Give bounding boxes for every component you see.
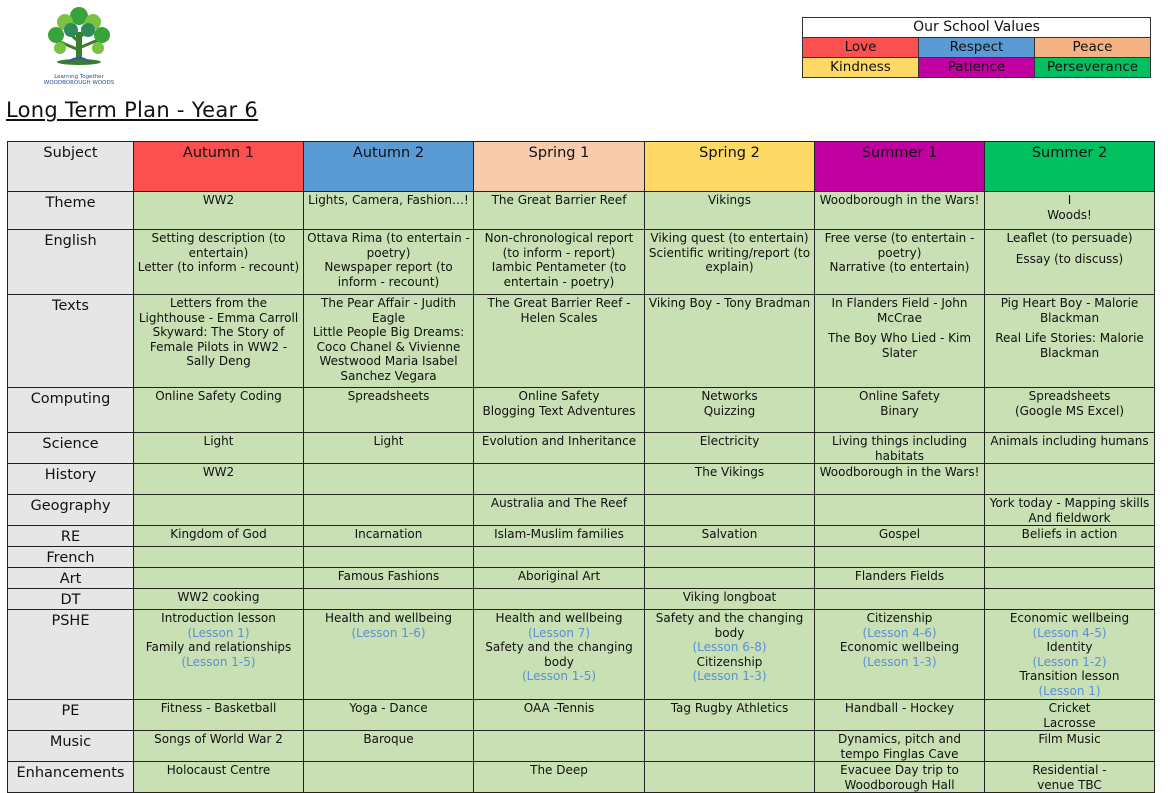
subject-label: PE bbox=[8, 700, 134, 731]
subject-row bbox=[8, 589, 1155, 610]
cell-line: Free verse (to entertain - poetry) bbox=[824, 231, 975, 260]
plan-cell bbox=[815, 433, 985, 464]
logo-school-name: WOODBOROUGH WOODS bbox=[43, 80, 115, 86]
cell-line: Blogging Text Adventures bbox=[482, 403, 636, 418]
cell-line: Evacuee Day trip to Woodborough Hall bbox=[840, 763, 959, 792]
subject-row bbox=[8, 295, 1155, 388]
plan-cell bbox=[304, 731, 474, 762]
plan-cell bbox=[134, 731, 304, 762]
long-term-plan-table bbox=[7, 141, 1155, 793]
plan-cell bbox=[474, 547, 645, 568]
lesson-range: (Lesson 1-6) bbox=[351, 625, 426, 640]
cell-line: Woods! bbox=[1047, 207, 1092, 222]
lesson-range: (Lesson 1) bbox=[187, 625, 250, 640]
subject-label: Theme bbox=[8, 192, 134, 230]
plan-cell bbox=[304, 700, 474, 731]
subject-row bbox=[8, 464, 1155, 495]
cell-line: (Google MS Excel) bbox=[1014, 403, 1125, 418]
cell-line: Letter (to inform - recount) bbox=[137, 260, 300, 274]
plan-cell bbox=[474, 230, 645, 295]
cell-line: The Vikings bbox=[694, 465, 765, 479]
cell-line: Narrative (to entertain) bbox=[829, 260, 970, 274]
cell-line: Woodborough in the Wars! bbox=[819, 193, 980, 207]
values-row-1 bbox=[803, 38, 1151, 58]
plan-cell bbox=[985, 526, 1155, 547]
cell-line: Skyward: The Story of Female Pilots in WW2 - Sally Deng bbox=[149, 325, 288, 368]
cell-line: Spreadsheets bbox=[1028, 389, 1111, 403]
plan-cell bbox=[474, 433, 645, 464]
subject-label: DT bbox=[8, 589, 134, 610]
lesson-range: (Lesson 1-5) bbox=[521, 669, 597, 683]
subject-row bbox=[8, 433, 1155, 464]
lesson-range: (Lesson 1-3) bbox=[692, 669, 767, 683]
plan-body bbox=[8, 192, 1155, 793]
plan-cell bbox=[645, 230, 815, 295]
plan-cell bbox=[134, 610, 304, 700]
subject-label: Computing bbox=[8, 388, 134, 433]
page-title: Long Term Plan - Year 6 bbox=[6, 98, 259, 122]
header-row bbox=[8, 142, 1155, 192]
header-autumn-1: Autumn 1 bbox=[134, 142, 304, 192]
subject-label: English bbox=[8, 230, 134, 295]
cell-line: Cricket bbox=[1048, 701, 1091, 715]
plan-cell bbox=[304, 388, 474, 433]
plan-cell bbox=[134, 192, 304, 230]
plan-cell bbox=[985, 192, 1155, 230]
plan-cell bbox=[985, 464, 1155, 495]
plan-cell bbox=[474, 700, 645, 731]
plan-cell bbox=[304, 547, 474, 568]
cell-line: Essay (to discuss) bbox=[1015, 251, 1124, 266]
cell-line: Evolution and Inheritance bbox=[481, 434, 637, 448]
plan-cell bbox=[645, 388, 815, 433]
plan-cell bbox=[815, 526, 985, 547]
header-subject: Subject bbox=[8, 142, 134, 192]
cell-line: Online Safety bbox=[518, 389, 600, 403]
header-summer-1: Summer 1 bbox=[815, 142, 985, 192]
lesson-range: (Lesson 6-8) bbox=[692, 640, 767, 654]
plan-cell bbox=[474, 495, 645, 526]
plan-cell bbox=[985, 295, 1155, 388]
plan-cell bbox=[985, 762, 1155, 793]
plan-cell bbox=[304, 526, 474, 547]
plan-cell bbox=[474, 192, 645, 230]
subject-label: Music bbox=[8, 731, 134, 762]
cell-line: Islam-Muslim families bbox=[494, 527, 624, 541]
cell-line: Identity bbox=[1046, 640, 1093, 654]
subject-row bbox=[8, 568, 1155, 589]
value-peace: Peace bbox=[1035, 38, 1151, 58]
subject-row bbox=[8, 230, 1155, 295]
cell-line: Famous Fashions bbox=[337, 569, 440, 583]
cell-line: Binary bbox=[880, 403, 919, 418]
header-spring-1: Spring 1 bbox=[474, 142, 645, 192]
cell-line: Little People Big Dreams: Coco Chanel & Vivienne Westwood Maria Isabel Sanchez Vegara bbox=[312, 325, 465, 383]
values-title: Our School Values bbox=[803, 18, 1151, 38]
cell-line: Quizzing bbox=[703, 403, 756, 418]
cell-line: Dynamics, pitch and tempo Finglas Cave bbox=[837, 732, 962, 761]
plan-cell bbox=[134, 568, 304, 589]
subject-row bbox=[8, 495, 1155, 526]
plan-cell bbox=[304, 295, 474, 388]
plan-cell bbox=[645, 568, 815, 589]
subject-row bbox=[8, 731, 1155, 762]
plan-cell bbox=[815, 388, 985, 433]
plan-cell bbox=[815, 610, 985, 700]
plan-cell bbox=[645, 700, 815, 731]
cell-line: Viking Boy - Tony Bradman bbox=[648, 296, 811, 310]
plan-cell bbox=[304, 610, 474, 700]
plan-cell bbox=[134, 495, 304, 526]
lesson-range: (Lesson 4-6) bbox=[862, 625, 937, 640]
plan-cell bbox=[985, 388, 1155, 433]
plan-cell bbox=[815, 495, 985, 526]
plan-cell bbox=[985, 589, 1155, 610]
cell-line: Aboriginal Art bbox=[517, 569, 601, 583]
cell-line: venue TBC bbox=[1037, 777, 1102, 792]
plan-cell bbox=[304, 589, 474, 610]
cell-line: Holocaust Centre bbox=[166, 763, 271, 777]
plan-cell bbox=[134, 589, 304, 610]
cell-line: Economic wellbeing bbox=[1009, 611, 1130, 625]
plan-cell bbox=[985, 230, 1155, 295]
plan-cell bbox=[645, 589, 815, 610]
plan-cell bbox=[474, 464, 645, 495]
plan-cell bbox=[645, 464, 815, 495]
value-patience: Patience bbox=[919, 58, 1035, 78]
cell-line: Health and wellbeing bbox=[495, 611, 623, 625]
header-autumn-2: Autumn 2 bbox=[304, 142, 474, 192]
plan-cell bbox=[134, 230, 304, 295]
plan-cell bbox=[985, 610, 1155, 700]
cell-line: Real Life Stories: Malorie Blackman bbox=[995, 331, 1144, 360]
cell-line: Safety and the changing body bbox=[485, 640, 633, 669]
lesson-range: (Lesson 1-5) bbox=[181, 654, 256, 669]
school-values-table bbox=[802, 17, 1151, 78]
plan-cell bbox=[134, 526, 304, 547]
plan-cell bbox=[474, 295, 645, 388]
cell-line: OAA -Tennis bbox=[523, 701, 595, 715]
cell-line: Iambic Pentameter (to entertain - poetry) bbox=[491, 260, 627, 289]
subject-row bbox=[8, 388, 1155, 433]
plan-cell bbox=[815, 589, 985, 610]
plan-cell bbox=[645, 762, 815, 793]
cell-line: Animals including humans bbox=[990, 434, 1149, 448]
plan-cell bbox=[474, 526, 645, 547]
plan-cell bbox=[645, 526, 815, 547]
plan-cell bbox=[474, 589, 645, 610]
cell-line: Online Safety Coding bbox=[155, 389, 282, 403]
plan-cell bbox=[474, 568, 645, 589]
subject-label: Science bbox=[8, 433, 134, 464]
value-kindness: Kindness bbox=[803, 58, 919, 78]
cell-line: Pig Heart Boy - Malorie Blackman bbox=[1000, 296, 1139, 325]
cell-line: Woodborough in the Wars! bbox=[819, 465, 980, 479]
cell-line: Viking quest (to entertain) bbox=[650, 231, 809, 245]
cell-line: Lights, Camera, Fashion…! bbox=[308, 193, 469, 207]
plan-cell bbox=[304, 230, 474, 295]
plan-cell bbox=[985, 700, 1155, 731]
plan-cell bbox=[304, 464, 474, 495]
plan-cell bbox=[304, 495, 474, 526]
plan-cell bbox=[134, 433, 304, 464]
subject-label: History bbox=[8, 464, 134, 495]
value-love: Love bbox=[803, 38, 919, 58]
subject-row bbox=[8, 192, 1155, 230]
subject-label: French bbox=[8, 547, 134, 568]
cell-line: Health and wellbeing bbox=[324, 611, 453, 625]
plan-cell bbox=[134, 464, 304, 495]
cell-line: Film Music bbox=[1038, 732, 1101, 746]
plan-cell bbox=[134, 295, 304, 388]
subject-row bbox=[8, 762, 1155, 793]
cell-line: Transition lesson bbox=[1019, 669, 1120, 683]
subject-label: Geography bbox=[8, 495, 134, 526]
plan-cell bbox=[645, 433, 815, 464]
cell-line: Letters from the Lighthouse - Emma Carroll bbox=[138, 296, 299, 325]
subject-row bbox=[8, 526, 1155, 547]
plan-cell bbox=[645, 610, 815, 700]
cell-line: Networks bbox=[701, 389, 758, 403]
school-logo bbox=[38, 2, 120, 88]
plan-cell bbox=[815, 464, 985, 495]
plan-cell bbox=[645, 495, 815, 526]
cell-line: York today - Mapping skills And fieldwork bbox=[989, 496, 1150, 525]
cell-line: Spreadsheets bbox=[347, 389, 430, 403]
lesson-range: (Lesson 7) bbox=[527, 625, 591, 640]
cell-line: Electricity bbox=[699, 434, 760, 448]
cell-line: Online Safety bbox=[859, 389, 940, 403]
cell-line: Newspaper report (to inform - recount) bbox=[324, 260, 453, 289]
cell-line: Safety and the changing body bbox=[655, 611, 804, 640]
plan-cell bbox=[474, 731, 645, 762]
cell-line: The Boy Who Lied - Kim Slater bbox=[827, 331, 972, 360]
plan-cell bbox=[815, 762, 985, 793]
cell-line: Viking longboat bbox=[682, 590, 777, 604]
plan-cell bbox=[474, 388, 645, 433]
cell-line: I bbox=[1067, 193, 1072, 207]
cell-line: In Flanders Field - John McCrae bbox=[831, 296, 968, 325]
cell-line: Living things including habitats bbox=[831, 434, 968, 463]
lesson-range: (Lesson 1-2) bbox=[1032, 654, 1107, 669]
cell-line: Yoga - Dance bbox=[349, 701, 428, 715]
cell-line: Residential - bbox=[1032, 763, 1107, 777]
plan-cell bbox=[645, 192, 815, 230]
cell-line: Non-chronological report (to inform - report) bbox=[484, 231, 634, 260]
cell-line: Vikings bbox=[707, 193, 752, 207]
cell-line: Economic wellbeing bbox=[839, 640, 960, 654]
value-perseverance: Perseverance bbox=[1035, 58, 1151, 78]
cell-line: The Pear Affair - Judith Eagle bbox=[321, 296, 456, 325]
cell-line: The Great Barrier Reef bbox=[491, 193, 627, 207]
plan-cell bbox=[134, 700, 304, 731]
plan-cell bbox=[815, 700, 985, 731]
plan-cell bbox=[815, 547, 985, 568]
plan-cell bbox=[474, 762, 645, 793]
plan-cell bbox=[134, 547, 304, 568]
cell-line: WW2 cooking bbox=[177, 590, 260, 604]
logo-text bbox=[38, 74, 120, 86]
cell-line: Family and relationships bbox=[145, 640, 292, 654]
cell-line: Salvation bbox=[701, 527, 758, 541]
cell-line: Leaflet (to persuade) bbox=[1006, 231, 1133, 245]
cell-line: Scientific writing/report (to explain) bbox=[648, 245, 811, 274]
subject-row bbox=[8, 547, 1155, 568]
cell-line: Citizenship bbox=[866, 611, 933, 625]
plan-cell bbox=[815, 295, 985, 388]
plan-cell bbox=[815, 192, 985, 230]
subject-label: Texts bbox=[8, 295, 134, 388]
cell-line: Baroque bbox=[363, 732, 414, 746]
lesson-range: (Lesson 1) bbox=[1038, 683, 1101, 698]
plan-cell bbox=[985, 568, 1155, 589]
logo-tagline: Learning Together bbox=[54, 74, 104, 80]
plan-cell bbox=[985, 433, 1155, 464]
plan-cell bbox=[985, 547, 1155, 568]
value-respect: Respect bbox=[919, 38, 1035, 58]
subject-label: Enhancements bbox=[8, 762, 134, 793]
cell-line: Gospel bbox=[878, 527, 921, 541]
plan-cell bbox=[815, 230, 985, 295]
cell-line: Light bbox=[203, 434, 234, 448]
plan-cell bbox=[985, 731, 1155, 762]
subject-row bbox=[8, 610, 1155, 700]
subject-row bbox=[8, 700, 1155, 731]
plan-cell bbox=[645, 731, 815, 762]
plan-cell bbox=[304, 192, 474, 230]
plan-cell bbox=[815, 568, 985, 589]
cell-line: WW2 bbox=[202, 465, 235, 479]
cell-line: Introduction lesson bbox=[161, 611, 276, 625]
plan-cell bbox=[815, 731, 985, 762]
plan-cell bbox=[304, 433, 474, 464]
cell-line: Songs of World War 2 bbox=[154, 732, 283, 746]
cell-line: Kingdom of God bbox=[170, 527, 267, 541]
header-summer-2: Summer 2 bbox=[985, 142, 1155, 192]
subject-label: Art bbox=[8, 568, 134, 589]
cell-line: Ottava Rima (to entertain - poetry) bbox=[307, 231, 470, 260]
plan-cell bbox=[134, 762, 304, 793]
plan-cell bbox=[645, 547, 815, 568]
values-row-2 bbox=[803, 58, 1151, 78]
cell-line: Beliefs in action bbox=[1021, 527, 1118, 541]
plan-cell bbox=[304, 568, 474, 589]
plan-cell bbox=[474, 610, 645, 700]
cell-line: Fitness - Basketball bbox=[160, 701, 277, 715]
cell-line: The Deep bbox=[530, 763, 588, 777]
cell-line: Flanders Fields bbox=[854, 569, 945, 583]
cell-line: Tag Rugby Athletics bbox=[670, 701, 789, 715]
cell-line: Handball - Hockey bbox=[844, 701, 955, 715]
cell-line: Incarnation bbox=[354, 527, 423, 541]
cell-line: Citizenship bbox=[696, 654, 763, 669]
plan-cell bbox=[645, 295, 815, 388]
plan-cell bbox=[134, 388, 304, 433]
lesson-range: (Lesson 1-3) bbox=[862, 654, 937, 669]
cell-line: Setting description (to entertain) bbox=[151, 231, 286, 260]
lesson-range: (Lesson 4-5) bbox=[1032, 625, 1107, 640]
cell-line: Lacrosse bbox=[1043, 715, 1096, 730]
subject-label: PSHE bbox=[8, 610, 134, 700]
cell-line: WW2 bbox=[202, 193, 235, 207]
plan-cell bbox=[304, 762, 474, 793]
cell-line: The Great Barrier Reef - Helen Scales bbox=[487, 296, 631, 325]
cell-line: Light bbox=[373, 434, 404, 448]
plan-cell bbox=[985, 495, 1155, 526]
cell-line: Australia and The Reef bbox=[490, 496, 628, 510]
subject-label: RE bbox=[8, 526, 134, 547]
header-spring-2: Spring 2 bbox=[645, 142, 815, 192]
